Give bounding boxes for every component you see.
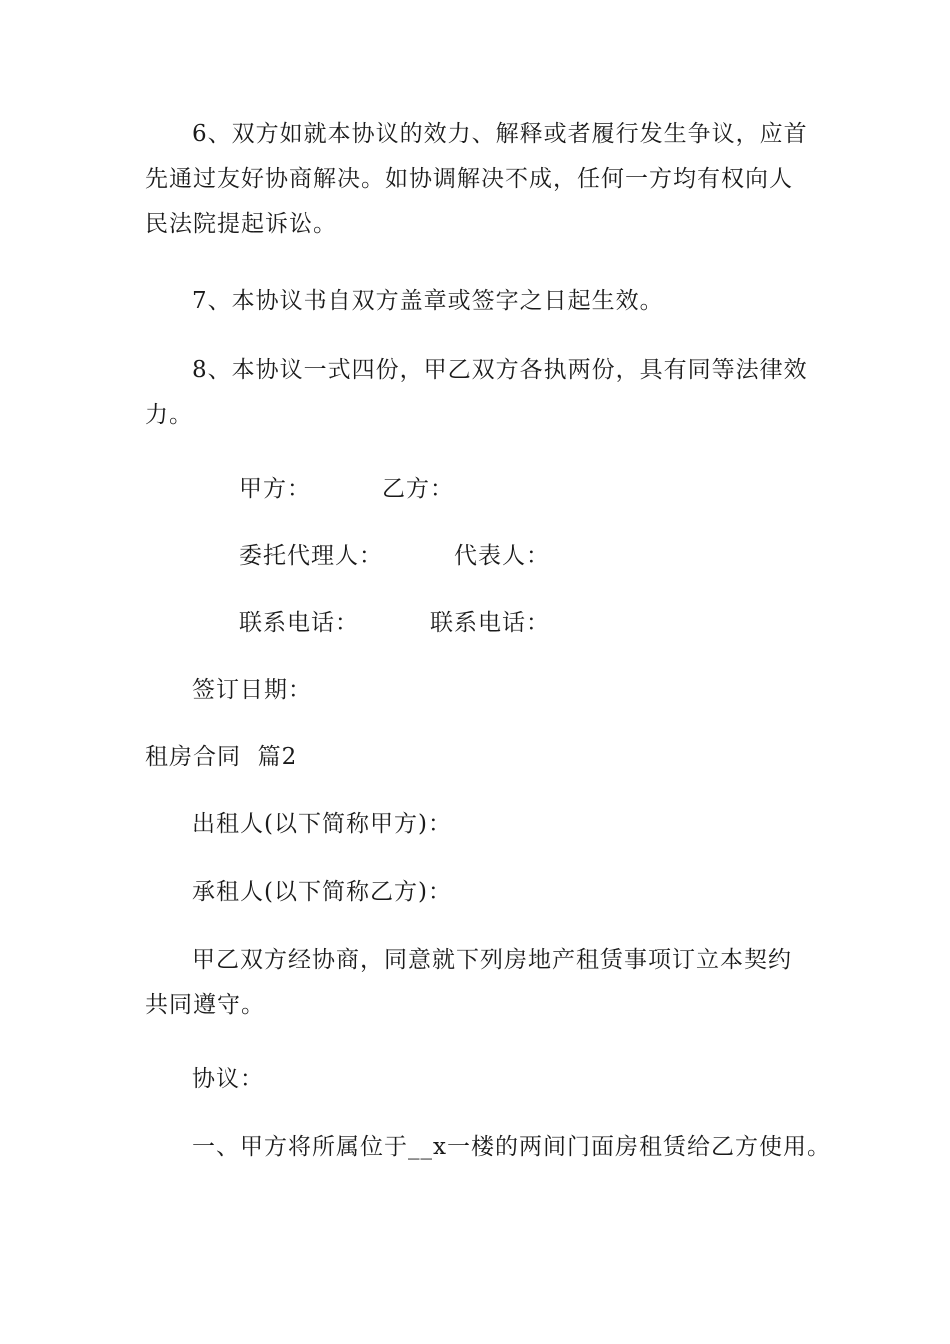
intro-paragraph: 甲乙双方经协商，同意就下列房地产租赁事项订立本契约共同遵守。	[145, 947, 792, 1018]
signing-date-label: 签订日期：	[192, 677, 312, 703]
lessee-line: 承租人(以下简称乙方)：	[192, 879, 452, 905]
agent-label: 委托代理人：	[239, 543, 383, 569]
signature-phone-line	[145, 601, 810, 646]
phone-b-label: 联系电话：	[430, 610, 550, 636]
clause-7: 7、本协议书自双方盖章或签字之日起生效。	[192, 288, 664, 314]
party-b-label: 乙方：	[382, 476, 454, 502]
representative-label: 代表人：	[454, 543, 550, 569]
phone-a-label: 联系电话：	[239, 610, 359, 636]
signature-agent-line	[145, 534, 810, 579]
clause-8: 8、本协议一式四份，甲乙双方各执两份，具有同等法律效力。	[145, 357, 808, 428]
party-a-label: 甲方：	[239, 476, 311, 502]
agreement-label: 协议：	[192, 1066, 264, 1092]
agreement-item-1: 一、甲方将所属位于__x一楼的两间门面房租赁给乙方使用。	[192, 1134, 831, 1160]
signature-party-line	[145, 467, 810, 512]
clause-6: 6、双方如就本协议的效力、解释或者履行发生争议，应首先通过友好协商解决。如协调解决不成，任何一方均有权向人民法院提起诉讼。	[145, 121, 808, 237]
lessor-line: 出租人(以下简称甲方)：	[192, 811, 452, 837]
section-heading: 租房合同 篇2	[145, 744, 298, 770]
